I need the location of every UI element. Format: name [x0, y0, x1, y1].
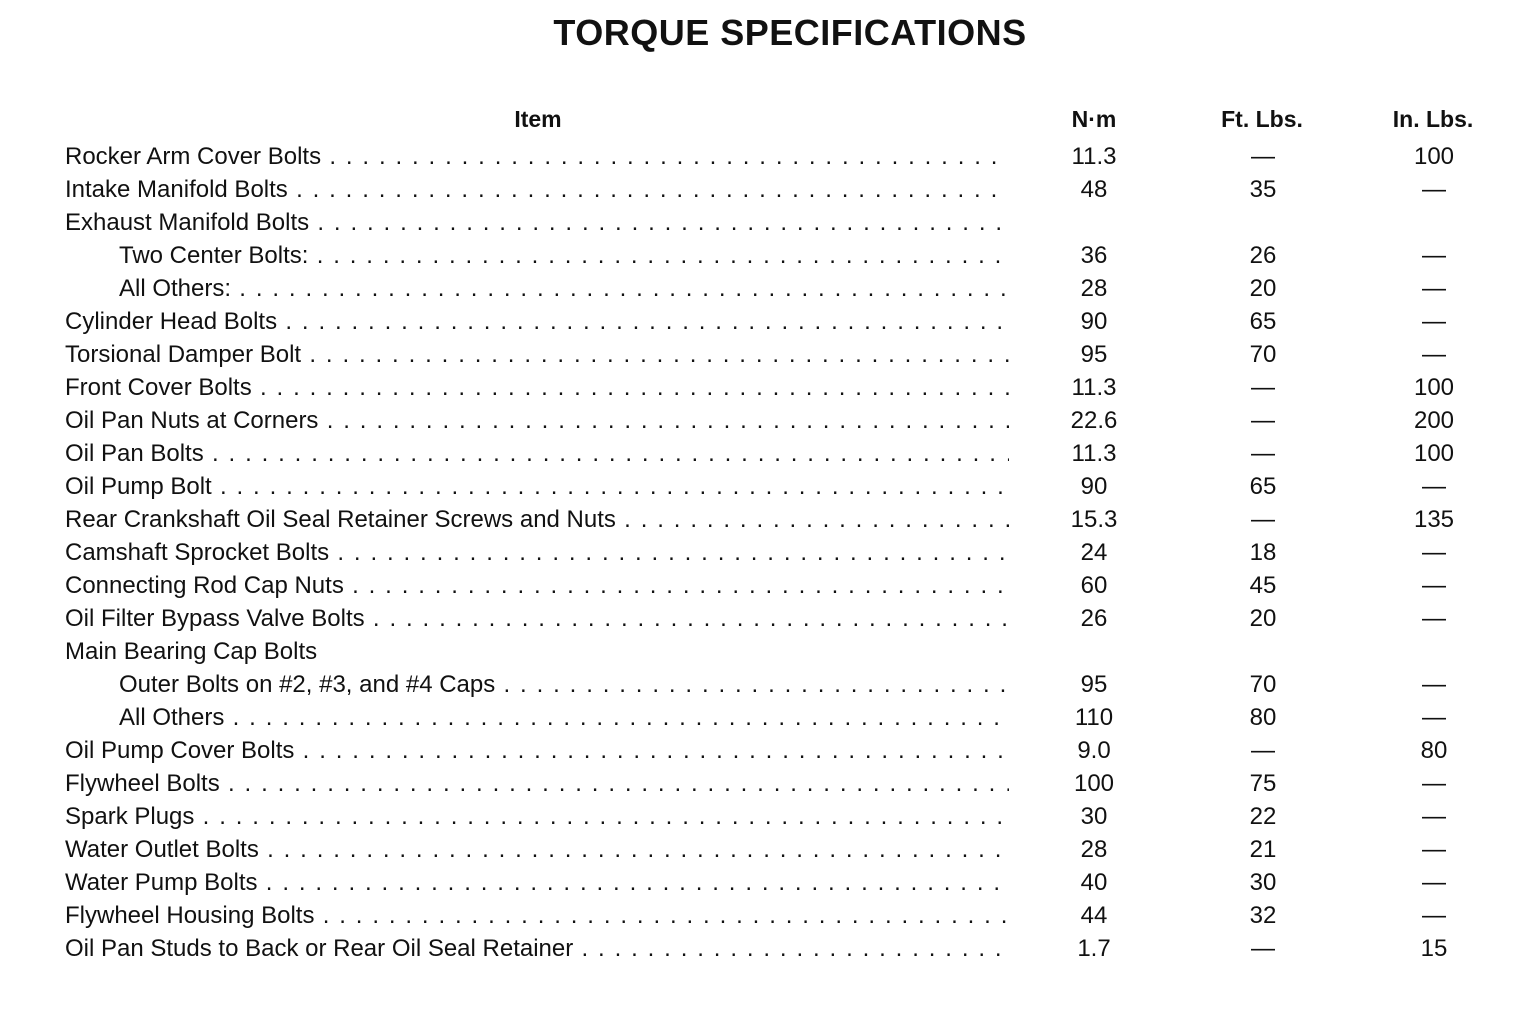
ft-lbs-value: 22: [1249, 803, 1277, 830]
in-lbs-value: —: [1422, 836, 1446, 863]
nm-value: 11.3: [1071, 440, 1117, 467]
item-label: Oil Pump Bolt . . .: [65, 470, 1009, 503]
ft-lbs-value: 20: [1249, 275, 1277, 302]
nm-value: 95: [1080, 671, 1108, 698]
table-row: [0, 899, 1536, 932]
in-lbs-value: —: [1422, 176, 1446, 203]
item-label: All Others . . .: [119, 701, 1009, 734]
item-label: Torsional Damper Bolt . . .: [65, 338, 1009, 371]
table-row: [0, 470, 1536, 503]
in-lbs-value: 80: [1420, 737, 1448, 764]
ft-lbs-value: 32: [1249, 902, 1277, 929]
item-label: Oil Pump Cover Bolts . . .: [65, 734, 1009, 767]
ft-lbs-value: 26: [1249, 242, 1277, 269]
item-label: Outer Bolts on #2, #3, and #4 Caps . . .: [119, 668, 1009, 701]
nm-value: 1.7: [1077, 935, 1111, 962]
ft-lbs-value: 35: [1249, 176, 1277, 203]
column-header-item: Item: [514, 106, 562, 132]
in-lbs-value: —: [1422, 803, 1446, 830]
nm-value: 11.3: [1071, 374, 1117, 401]
item-label: Spark Plugs . . .: [65, 800, 1009, 833]
nm-value: 11.3: [1071, 143, 1117, 170]
table-row-sub: [0, 239, 1536, 272]
in-lbs-value: 100: [1413, 374, 1455, 401]
item-label: Water Pump Bolts . . .: [65, 866, 1009, 899]
nm-value: 95: [1080, 341, 1108, 368]
nm-value: 28: [1080, 836, 1108, 863]
in-lbs-value: —: [1422, 275, 1446, 302]
table-row-sub: [0, 701, 1536, 734]
ft-lbs-value: —: [1251, 506, 1275, 533]
nm-value: 48: [1080, 176, 1108, 203]
table-row: [0, 767, 1536, 800]
item-label: All Others: . . .: [119, 272, 1009, 305]
table-row-group-heading: [0, 206, 1536, 239]
nm-value: 60: [1080, 572, 1108, 599]
in-lbs-value: —: [1422, 473, 1446, 500]
table-row: [0, 569, 1536, 602]
nm-value: 9.0: [1077, 737, 1111, 764]
item-label: Exhaust Manifold Bolts . . .: [65, 206, 1009, 239]
item-label: Water Outlet Bolts . . .: [65, 833, 1009, 866]
table-row: [0, 536, 1536, 569]
column-header-in-lbs: In. Lbs.: [1392, 106, 1474, 132]
in-lbs-value: —: [1422, 770, 1446, 797]
table-row: [0, 833, 1536, 866]
table-row: [0, 404, 1536, 437]
nm-value: 15.3: [1070, 506, 1118, 533]
item-label: Camshaft Sprocket Bolts . . .: [65, 536, 1009, 569]
nm-value: 90: [1080, 308, 1108, 335]
ft-lbs-value: —: [1251, 935, 1275, 962]
in-lbs-value: —: [1422, 671, 1446, 698]
in-lbs-value: —: [1422, 341, 1446, 368]
nm-value: 100: [1073, 770, 1115, 797]
table-row: [0, 734, 1536, 767]
ft-lbs-value: 65: [1249, 308, 1277, 335]
item-label: Rocker Arm Cover Bolts . . .: [65, 140, 1009, 173]
in-lbs-value: —: [1422, 902, 1446, 929]
in-lbs-value: 15: [1420, 935, 1448, 962]
item-label: Flywheel Bolts . . .: [65, 767, 1009, 800]
item-label: Cylinder Head Bolts . . .: [65, 305, 1009, 338]
nm-value: 28: [1080, 275, 1108, 302]
ft-lbs-value: —: [1251, 440, 1275, 467]
item-label: Intake Manifold Bolts . . .: [65, 173, 1009, 206]
in-lbs-value: —: [1422, 242, 1446, 269]
page-title: TORQUE SPECIFICATIONS: [553, 12, 1027, 53]
column-header-ft-lbs: Ft. Lbs.: [1221, 106, 1303, 132]
ft-lbs-value: 18: [1249, 539, 1277, 566]
torque-table: [0, 140, 1536, 965]
in-lbs-value: 135: [1413, 506, 1455, 533]
table-row: [0, 800, 1536, 833]
item-label: Front Cover Bolts . . .: [65, 371, 1009, 404]
table-row-sub: [0, 272, 1536, 305]
table-header: [0, 106, 1536, 140]
item-label: Connecting Rod Cap Nuts . . .: [65, 569, 1009, 602]
item-label: Oil Filter Bypass Valve Bolts . . .: [65, 602, 1009, 635]
nm-value: 36: [1080, 242, 1108, 269]
nm-value: 22.6: [1070, 407, 1118, 434]
item-label: Rear Crankshaft Oil Seal Retainer Screws and Nuts . . .: [65, 503, 1009, 536]
item-label: Oil Pan Nuts at Corners . . .: [65, 404, 1009, 437]
in-lbs-value: —: [1422, 539, 1446, 566]
ft-lbs-value: 70: [1249, 671, 1277, 698]
ft-lbs-value: —: [1251, 407, 1275, 434]
ft-lbs-value: —: [1251, 737, 1275, 764]
item-label: Oil Pan Bolts . . .: [65, 437, 1009, 470]
in-lbs-value: —: [1422, 869, 1446, 896]
in-lbs-value: 200: [1413, 407, 1455, 434]
ft-lbs-value: 30: [1249, 869, 1277, 896]
nm-value: 110: [1074, 704, 1114, 731]
ft-lbs-value: —: [1251, 143, 1275, 170]
nm-value: 44: [1080, 902, 1108, 929]
item-label: Main Bearing Cap Bolts: [65, 638, 318, 665]
item-label: Two Center Bolts: . . .: [119, 239, 1009, 272]
in-lbs-value: —: [1422, 704, 1446, 731]
ft-lbs-value: 65: [1249, 473, 1277, 500]
in-lbs-value: 100: [1413, 440, 1455, 467]
nm-value: 24: [1080, 539, 1108, 566]
table-row: [0, 338, 1536, 371]
table-row: [0, 140, 1536, 173]
table-row: [0, 866, 1536, 899]
table-row-group-heading: [0, 635, 1536, 668]
ft-lbs-value: 45: [1249, 572, 1277, 599]
table-row: [0, 932, 1536, 965]
nm-value: 40: [1080, 869, 1108, 896]
ft-lbs-value: 20: [1249, 605, 1277, 632]
table-row: [0, 173, 1536, 206]
nm-value: 26: [1080, 605, 1108, 632]
table-row: [0, 503, 1536, 536]
column-header-nm: N·m: [1071, 106, 1117, 132]
in-lbs-value: —: [1422, 605, 1446, 632]
table-row: [0, 371, 1536, 404]
table-row: [0, 602, 1536, 635]
ft-lbs-value: 80: [1249, 704, 1277, 731]
ft-lbs-value: —: [1251, 374, 1275, 401]
item-label: Flywheel Housing Bolts . . .: [65, 899, 1009, 932]
ft-lbs-value: 75: [1249, 770, 1277, 797]
nm-value: 30: [1080, 803, 1108, 830]
ft-lbs-value: 21: [1249, 836, 1277, 863]
in-lbs-value: —: [1422, 572, 1446, 599]
nm-value: 90: [1080, 473, 1108, 500]
ft-lbs-value: 70: [1249, 341, 1277, 368]
table-row-sub: [0, 668, 1536, 701]
in-lbs-value: 100: [1413, 143, 1455, 170]
item-label: Oil Pan Studs to Back or Rear Oil Seal Retainer . . .: [65, 932, 1009, 965]
table-row: [0, 305, 1536, 338]
in-lbs-value: —: [1422, 308, 1446, 335]
table-row: [0, 437, 1536, 470]
